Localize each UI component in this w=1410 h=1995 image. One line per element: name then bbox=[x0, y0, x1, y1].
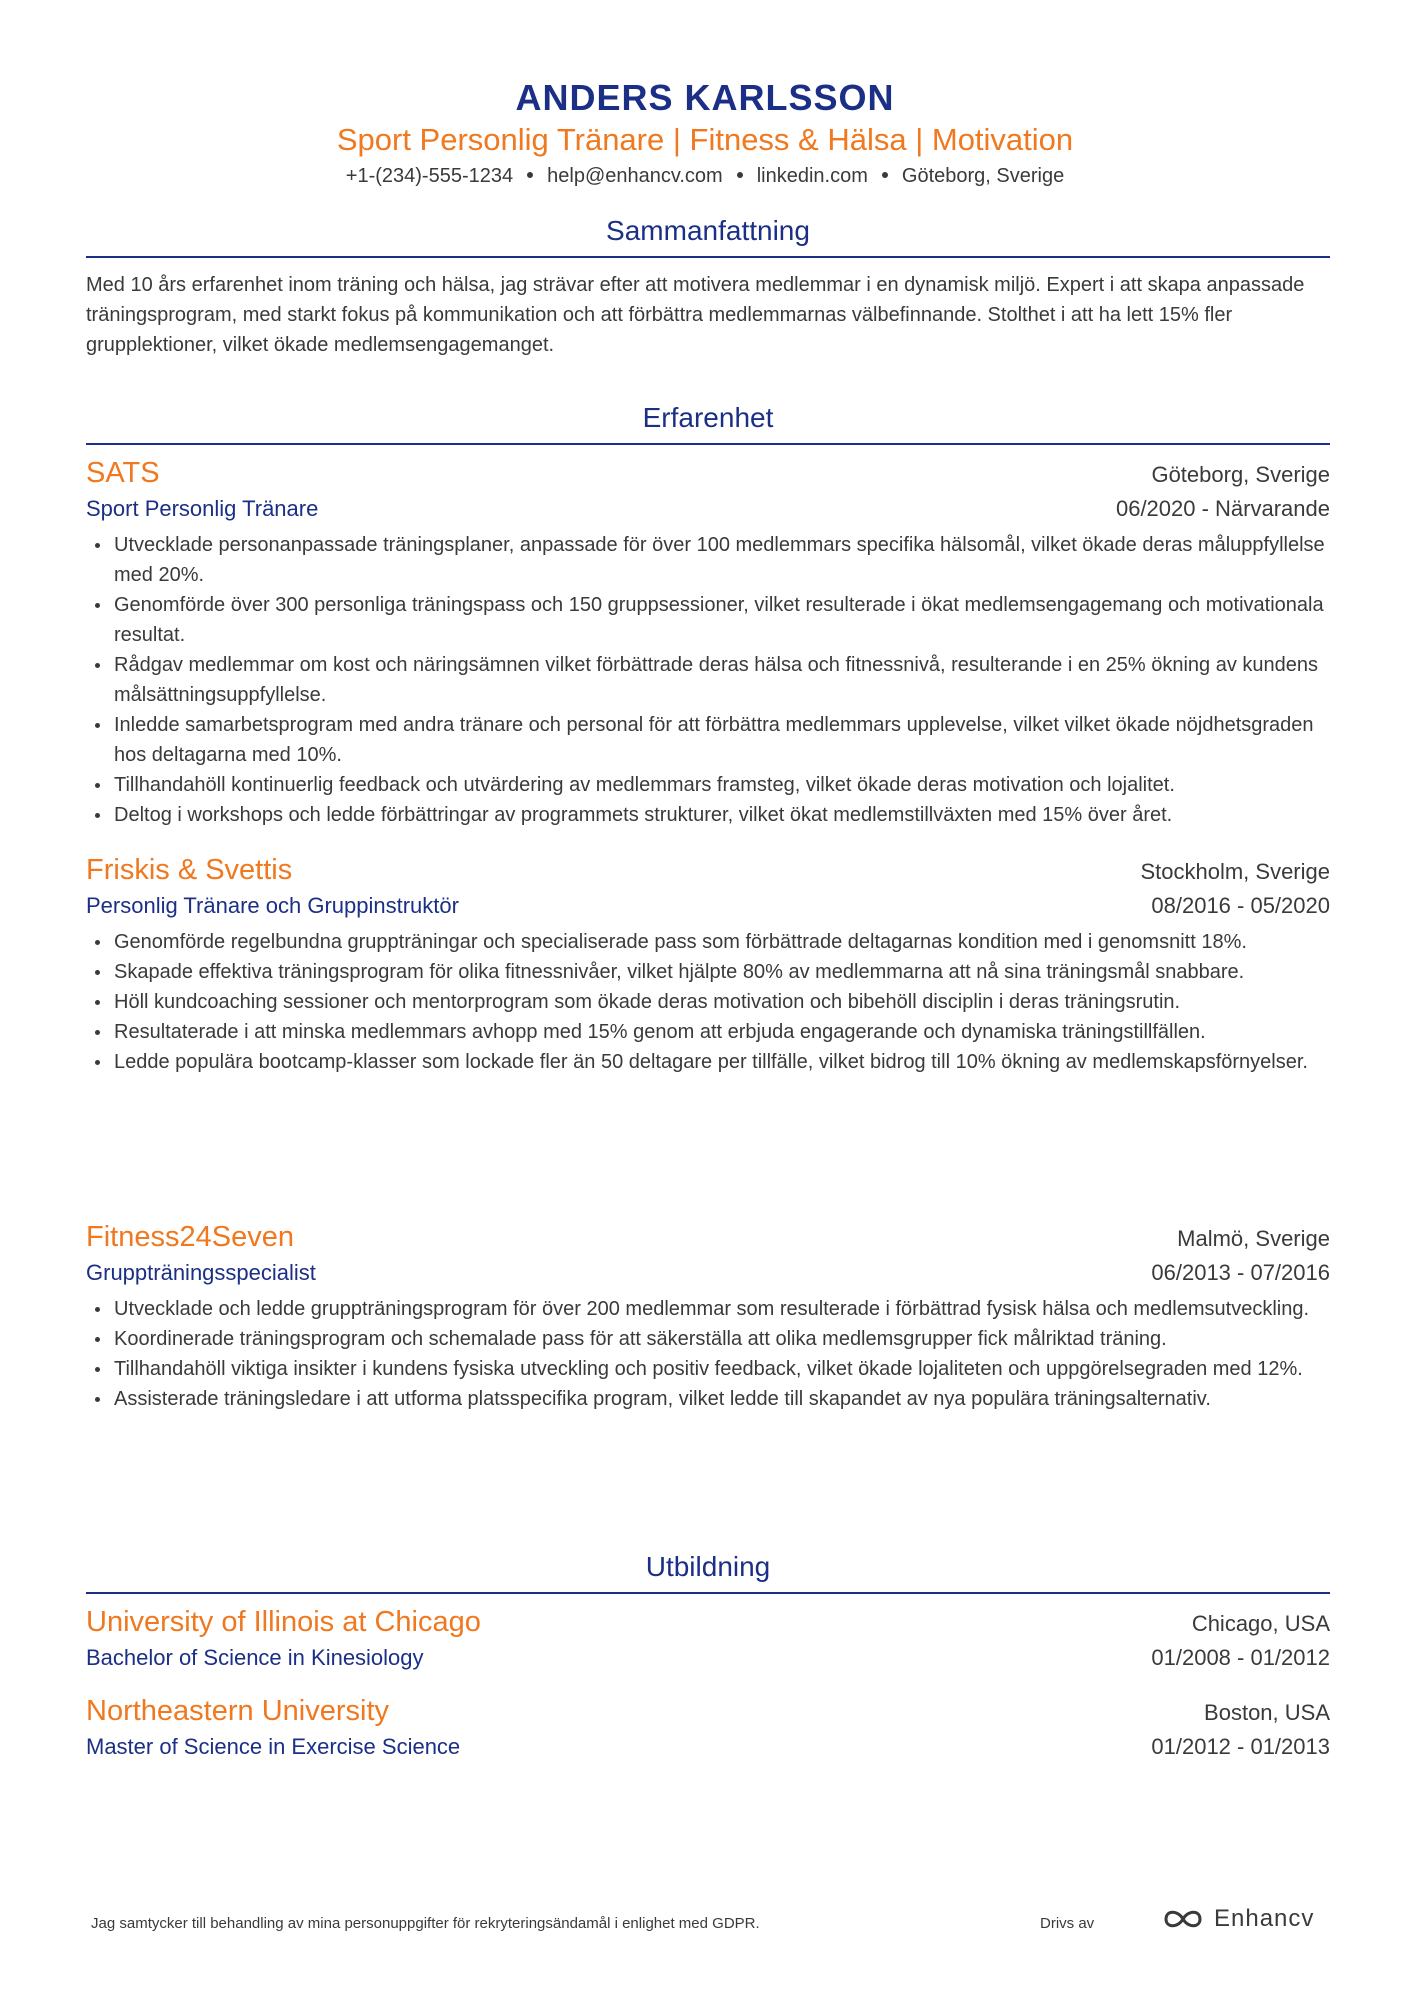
education-entry bbox=[86, 1603, 1330, 1675]
summary-text: Med 10 års erfarenhet inom träning och hälsa, jag strävar efter att motivera medlemmar i en dynamisk miljö. Expert i att skapa anpassade träningsprogram, med starkt fokus på kommunikation och att förbättra medlemmarnas välbefinnande. Stolthet i att ha lett 15% fler grupplektioner, vilket ökade medlemsengagemanget. bbox=[86, 274, 1305, 356]
gdpr-consent-text: Jag samtycker till behandling av mina personuppgifter för rekryteringsändamål i enlighet med GDPR. bbox=[91, 1915, 760, 1932]
contact-email[interactable]: help@enhancv.com bbox=[547, 165, 723, 187]
section-title-experience: Erfarenhet bbox=[642, 402, 774, 433]
company-name: SATS bbox=[86, 457, 160, 489]
footer bbox=[0, 1905, 1410, 1945]
enhancv-logo-icon bbox=[1160, 1906, 1206, 1932]
list-item: Assisterade träningsledare i att utforma platsspecifika program, vilket ledde till skapandet av nya populära träningsalternativ. bbox=[86, 1384, 1330, 1414]
job-dates: 06/2013 - 07/2016 bbox=[1151, 1260, 1330, 1285]
degree-title: Master of Science in Exercise Science bbox=[86, 1734, 461, 1759]
section-divider bbox=[86, 443, 1330, 445]
list-item: Höll kundcoaching sessioner och mentorprogram som ökade deras motivation och bibehöll disciplin i deras träningsrutin. bbox=[86, 987, 1330, 1017]
resume-header bbox=[0, 76, 1410, 190]
job-title: Sport Personlig Tränare bbox=[86, 496, 319, 521]
list-item: Tillhandahöll kontinuerlig feedback och utvärdering av medlemmars framsteg, vilket ökade deras motivation och lojalitet. bbox=[86, 770, 1330, 800]
list-item: Inledde samarbetsprogram med andra tränare och personal för att förbättra medlemmars upplevelse, vilket vilket ökade nöjdhetsgraden hos deltagarna med 10%. bbox=[86, 710, 1330, 770]
job-dates: 06/2020 - Närvarande bbox=[1115, 496, 1330, 521]
company-name: Fitness24Seven bbox=[86, 1221, 294, 1253]
job-dates: 08/2016 - 05/2020 bbox=[1151, 893, 1330, 918]
job-location: Stockholm, Sverige bbox=[1140, 859, 1330, 884]
experience-entry bbox=[86, 454, 1330, 830]
list-item: Rådgav medlemmar om kost och näringsämnen vilket förbättrade deras hälsa och fitnessnivå, resulterande i en 25% ökning av kundens målsättningsuppfyllelse. bbox=[86, 650, 1330, 710]
job-bullets bbox=[86, 1294, 1330, 1414]
school-name: University of Illinois at Chicago bbox=[86, 1606, 481, 1638]
experience-entry bbox=[86, 1218, 1330, 1414]
section-title-education: Utbildning bbox=[645, 1551, 771, 1582]
job-bullets bbox=[86, 530, 1330, 830]
education-dates: 01/2012 - 01/2013 bbox=[1151, 1734, 1330, 1759]
job-title: Gruppträningsspecialist bbox=[86, 1260, 316, 1285]
powered-by-label: Drivs av bbox=[1040, 1915, 1095, 1932]
list-item: Resultaterade i att minska medlemmars avhopp med 15% genom att erbjuda engagerande och dynamiska träningstillfällen. bbox=[86, 1017, 1330, 1047]
list-item: Utvecklade personanpassade träningsplaner, anpassade för över 100 medlemmars specifika hälsomål, vilket ökade deras måluppfyllelse med 20%. bbox=[86, 530, 1330, 590]
enhancv-brand[interactable] bbox=[1160, 1905, 1314, 1933]
section-divider bbox=[86, 256, 1330, 258]
degree-title: Bachelor of Science in Kinesiology bbox=[86, 1645, 424, 1670]
list-item: Utvecklade och ledde gruppträningsprogram för över 200 medlemmar som resulterade i förbättrad fysisk hälsa och medlemsutveckling. bbox=[86, 1294, 1330, 1324]
list-item: Ledde populära bootcamp-klasser som lockade fler än 50 deltagare per tillfälle, vilket bidrog till 10% ökning av medlemskapsförnyelser. bbox=[86, 1047, 1330, 1077]
contact-linkedin[interactable]: linkedin.com bbox=[756, 165, 868, 187]
list-item: Koordinerade träningsprogram och schemalade pass för att säkerställa att olika medlemsgrupper fick målriktad träning. bbox=[86, 1324, 1330, 1354]
contact-location: Göteborg, Sverige bbox=[901, 165, 1065, 187]
bullet-separator bbox=[527, 172, 533, 178]
list-item: Deltog i workshops och ledde förbättringar av programmets strukturer, vilket ökat medlemstillväxten med 15% över året. bbox=[86, 800, 1330, 830]
section-title-summary: Sammanfattning bbox=[606, 215, 810, 246]
list-item: Tillhandahöll viktiga insikter i kundens fysiska utveckling och positiv feedback, vilket ökade lojaliteten och uppgörelsegraden med 12%. bbox=[86, 1354, 1330, 1384]
school-location: Boston, USA bbox=[1204, 1700, 1330, 1725]
list-item: Skapade effektiva träningsprogram för olika fitnessnivåer, vilket hjälpte 80% av medlemmarna att nå sina träningsmål snabbare. bbox=[86, 957, 1330, 987]
bullet-separator bbox=[737, 172, 743, 178]
contact-line bbox=[0, 162, 1410, 190]
brand-name: Enhancv bbox=[1214, 1905, 1315, 1932]
candidate-tagline: Sport Personlig Tränare | Fitness & Hälsa | Motivation bbox=[336, 122, 1074, 157]
job-location: Malmö, Sverige bbox=[1177, 1226, 1330, 1251]
school-name: Northeastern University bbox=[86, 1695, 389, 1727]
contact-phone: +1-(234)-555-1234 bbox=[345, 165, 514, 187]
job-title: Personlig Tränare och Gruppinstruktör bbox=[86, 893, 459, 918]
education-dates: 01/2008 - 01/2012 bbox=[1151, 1645, 1330, 1670]
list-item: Genomförde regelbundna gruppträningar och specialiserade pass som förbättrade deltagarnas kondition med i genomsnitt 18%. bbox=[86, 927, 1330, 957]
bullet-separator bbox=[882, 172, 888, 178]
section-divider bbox=[86, 1592, 1330, 1594]
experience-entry bbox=[86, 851, 1330, 1077]
job-bullets bbox=[86, 927, 1330, 1077]
job-location: Göteborg, Sverige bbox=[1151, 462, 1330, 487]
candidate-name: ANDERS KARLSSON bbox=[515, 77, 895, 118]
education-entry bbox=[86, 1692, 1330, 1764]
school-location: Chicago, USA bbox=[1191, 1611, 1330, 1636]
list-item: Genomförde över 300 personliga träningspass och 150 gruppsessioner, vilket resulterade i ökat medlemsengagemang och motivationala resultat. bbox=[86, 590, 1330, 650]
company-name: Friskis & Svettis bbox=[86, 854, 293, 886]
